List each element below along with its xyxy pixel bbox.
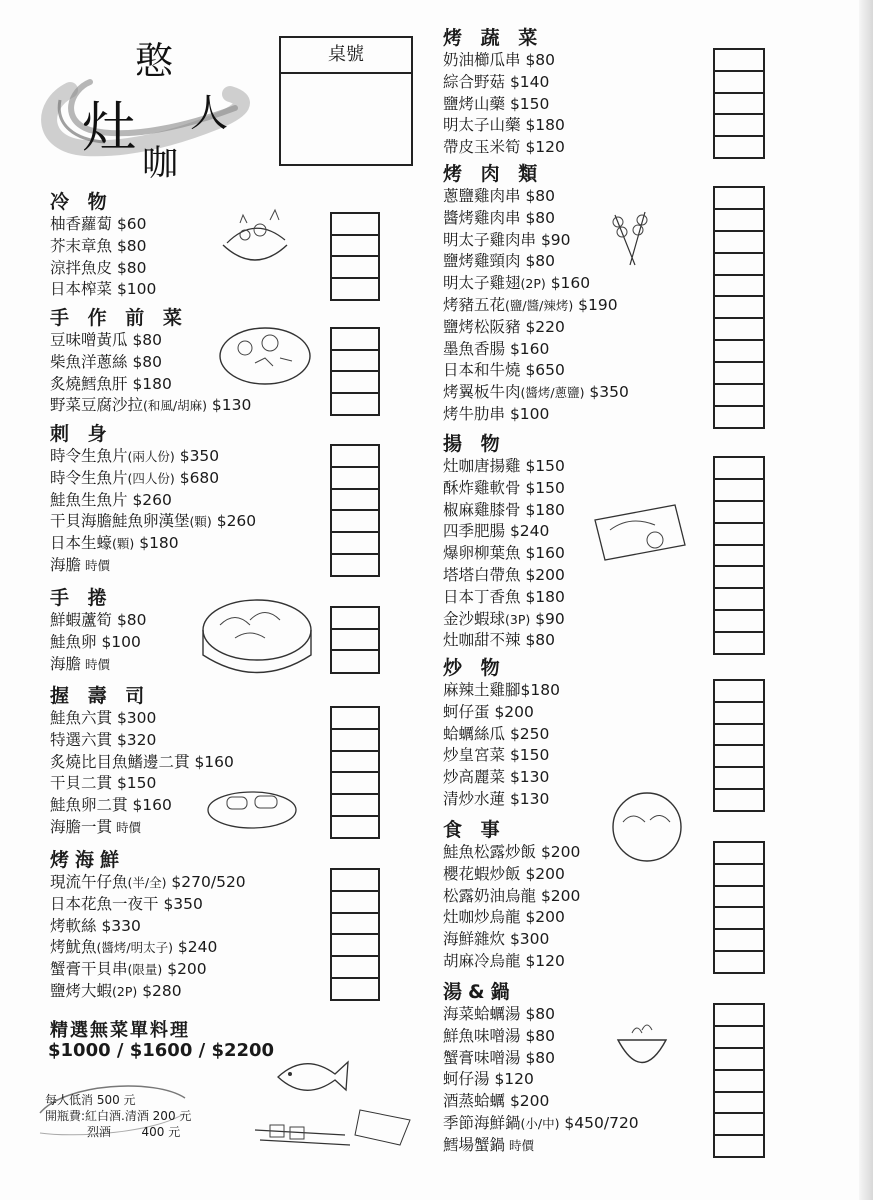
omakase-title: 精選無菜單料理 — [50, 1020, 190, 1041]
section-grilled-vegetables — [443, 26, 565, 159]
section-grilled-seafood — [50, 848, 246, 1003]
menu-item: 烤牛肋串 $100 — [443, 404, 550, 423]
menu-item: 日本榨菜 $100 — [50, 280, 157, 299]
menu-item: 干貝海膽鮭魚卵漢堡(顆) $260 — [50, 512, 257, 531]
menu-item: 海膽 時價 — [50, 654, 110, 673]
menu-item: 醬烤雞肉串 $80 — [443, 208, 556, 227]
order-grid-vegetables[interactable] — [713, 48, 765, 159]
menu-item: 鮭魚卵 $100 — [50, 632, 141, 651]
menu-item: 蚵仔蛋 $200 — [443, 702, 534, 721]
menu-item: 蛤蠣絲瓜 $250 — [443, 724, 550, 743]
menu-item: 日本和牛燒 $650 — [443, 361, 565, 380]
menu-item: 烤魷魚(醬烤/明太子) $240 — [50, 938, 218, 957]
menu-item: 蚵仔湯 $120 — [443, 1070, 534, 1089]
menu-item: 季節海鮮鍋(小/中) $450/720 — [443, 1113, 639, 1132]
menu-item: 椒麻雞膝骨 $180 — [443, 500, 565, 519]
menu-item: 蔥鹽雞肉串 $80 — [443, 187, 556, 205]
menu-item: 日本丁香魚 $180 — [443, 587, 565, 606]
menu-item: 奶油櫛瓜串 $80 — [443, 51, 556, 69]
fried-fish-plate-illustration — [590, 500, 690, 570]
order-grid-grilled-seafood[interactable] — [330, 868, 380, 1001]
menu-item: 明太子雞翅(2P) $160 — [443, 274, 591, 293]
menu-item: 烤翼板牛肉(醬烤/蔥鹽) $350 — [443, 383, 629, 402]
logo-char-2: 灶 — [82, 96, 136, 159]
section-title: 食 事 — [443, 819, 506, 841]
section-title: 刺 身 — [50, 423, 113, 445]
skewers-illustration — [250, 1100, 420, 1150]
menu-item: 鹽烤松阪豬 $220 — [443, 317, 565, 336]
section-title: 烤 蔬 菜 — [443, 27, 544, 49]
order-grid-meat[interactable] — [713, 186, 765, 429]
section-cold-dishes — [50, 190, 156, 301]
menu-item: 金沙蝦球(3P) $90 — [443, 609, 565, 628]
chicken-skewer-illustration — [600, 200, 670, 270]
fish-illustration — [270, 1052, 350, 1102]
menu-item: 鮭魚六貫 $300 — [50, 709, 157, 727]
menu-item: 清炒水蓮 $130 — [443, 789, 550, 808]
section-meals — [443, 818, 580, 973]
corkage-note: 開瓶費:紅白酒.清酒 200 元 — [45, 1109, 192, 1123]
menu-item: 鮮魚味噌湯 $80 — [443, 1026, 556, 1045]
menu-item: 鮮蝦蘆筍 $80 — [50, 611, 147, 629]
menu-item: 灶咖唐揚雞 $150 — [443, 457, 565, 475]
menu-item: 明太子雞肉串 $90 — [443, 230, 571, 249]
menu-item: 鮭魚卵二貫 $160 — [50, 796, 172, 815]
menu-item: 酥炸雞軟骨 $150 — [443, 478, 565, 497]
section-title: 揚 物 — [443, 433, 506, 455]
menu-item: 烤豬五花(鹽/醬/辣烤) $190 — [443, 295, 618, 314]
menu-item: 鹽烤雞頸肉 $80 — [443, 252, 556, 271]
section-title: 烤海鮮 — [50, 849, 126, 871]
menu-item: 海鮮雜炊 $300 — [443, 930, 550, 949]
section-title: 手 作 前 菜 — [50, 307, 188, 329]
menu-item: 炒皇宮菜 $150 — [443, 746, 550, 765]
order-grid-hand-rolls[interactable] — [330, 606, 380, 674]
restaurant-logo — [30, 30, 270, 184]
menu-item: 鮭魚生魚片 $260 — [50, 490, 172, 509]
menu-item: 炒高麗菜 $130 — [443, 768, 550, 787]
menu-item: 涼拌魚皮 $80 — [50, 258, 147, 277]
paper-edge — [859, 0, 873, 1200]
rice-bowl-illustration — [605, 792, 690, 862]
order-grid-appetizers[interactable] — [330, 327, 380, 416]
menu-item: 時令生魚片(兩人份) $350 — [50, 447, 220, 465]
section-title: 冷 物 — [50, 191, 113, 213]
menu-item: 烤軟絲 $330 — [50, 916, 141, 935]
section-title: 手 捲 — [50, 587, 113, 609]
menu-item: 海膽一貫 時價 — [50, 817, 141, 836]
appetizer-plate-illustration — [215, 318, 315, 388]
menu-item: 野菜豆腐沙拉(和風/胡麻) $130 — [50, 396, 252, 415]
menu-item: 鹽烤大蝦(2P) $280 — [50, 981, 182, 1000]
nigiri-plate-illustration — [205, 782, 300, 832]
menu-item: 鱈場蟹鍋 時價 — [443, 1135, 534, 1154]
footer-notes — [45, 1092, 191, 1140]
menu-item: 灶咖炒烏龍 $200 — [443, 908, 565, 927]
menu-item: 豆味噌黃瓜 $80 — [50, 331, 163, 349]
table-number-box[interactable] — [279, 36, 413, 166]
logo-char-4: 咖 — [142, 143, 179, 184]
menu-item: 塔塔白帶魚 $200 — [443, 565, 565, 584]
salad-bowl-illustration — [215, 205, 295, 275]
section-title: 炒 物 — [443, 657, 506, 679]
section-title: 湯&鍋 — [443, 981, 516, 1003]
menu-item: 現流午仔魚(半/全) $270/520 — [50, 873, 246, 891]
menu-item: 柚香蘿蔔 $60 — [50, 215, 147, 233]
menu-item: 干貝二貫 $150 — [50, 774, 157, 793]
menu-item: 綜合野菇 $140 — [443, 72, 550, 91]
section-stir-fried — [443, 656, 560, 811]
soup-bowl-illustration — [612, 1015, 672, 1075]
order-grid-fried[interactable] — [713, 456, 765, 655]
menu-item: 爆卵柳葉魚 $160 — [443, 544, 565, 563]
menu-item: 蟹膏干貝串(限量) $200 — [50, 960, 207, 979]
menu-item: 帶皮玉米筍 $120 — [443, 138, 565, 157]
menu-item: 日本花魚一夜干 $350 — [50, 894, 203, 913]
menu-item: 日本生蠔(顆) $180 — [50, 534, 179, 553]
section-sashimi — [50, 422, 256, 577]
menu-item: 松露奶油烏龍 $200 — [443, 886, 581, 905]
section-title: 握 壽 司 — [50, 685, 151, 707]
menu-item: 時令生魚片(四人份) $680 — [50, 468, 220, 487]
menu-item: 麻辣土雞腳$180 — [443, 681, 560, 699]
logo-char-3: 人 — [190, 91, 229, 135]
menu-item: 柴魚洋蔥絲 $80 — [50, 352, 163, 371]
menu-item: 墨魚香腸 $160 — [443, 339, 550, 358]
sushi-platter-illustration — [200, 590, 315, 685]
menu-item: 海膽 時價 — [50, 555, 110, 574]
order-grid-meals[interactable] — [713, 841, 765, 974]
order-grid-soup[interactable] — [713, 1003, 765, 1158]
menu-item: 特選六貫 $320 — [50, 730, 157, 749]
menu-item: 炙燒鱈魚肝 $180 — [50, 374, 172, 393]
order-grid-stir-fried[interactable] — [713, 679, 765, 812]
section-soup-hotpot — [443, 980, 639, 1157]
menu-item: 鹽烤山藥 $150 — [443, 94, 550, 113]
logo-char-1: 憨 — [135, 39, 174, 83]
order-grid-cold[interactable] — [330, 212, 380, 301]
menu-item: 灶咖甜不辣 $80 — [443, 631, 556, 650]
menu-item: 明太子山藥 $180 — [443, 116, 565, 135]
order-grid-nigiri[interactable] — [330, 706, 380, 839]
menu-item: 炙燒比目魚鰭邊二貫 $160 — [50, 752, 234, 771]
menu-item: 蟹膏味噌湯 $80 — [443, 1048, 556, 1067]
section-hand-rolls — [50, 586, 147, 675]
menu-item: 酒蒸蛤蠣 $200 — [443, 1092, 550, 1111]
order-grid-sashimi[interactable] — [330, 444, 380, 577]
menu-item: 鮭魚松露炒飯 $200 — [443, 843, 581, 861]
spirits-note: 烈酒 400 元 — [87, 1125, 181, 1139]
table-number-label: 桌號 — [281, 38, 411, 74]
min-charge-note: 每人低消 500 元 — [45, 1093, 136, 1107]
section-fried — [443, 432, 565, 652]
menu-item: 四季肥腸 $240 — [443, 522, 550, 541]
menu-item: 海菜蛤蠣湯 $80 — [443, 1005, 556, 1023]
menu-item: 櫻花蝦炒飯 $200 — [443, 864, 565, 883]
menu-item: 芥末章魚 $80 — [50, 236, 147, 255]
section-title: 烤 肉 類 — [443, 163, 544, 185]
omakase-prices: $1000 / $1600 / $2200 — [48, 1040, 275, 1061]
menu-item: 胡麻冷烏龍 $120 — [443, 951, 565, 970]
